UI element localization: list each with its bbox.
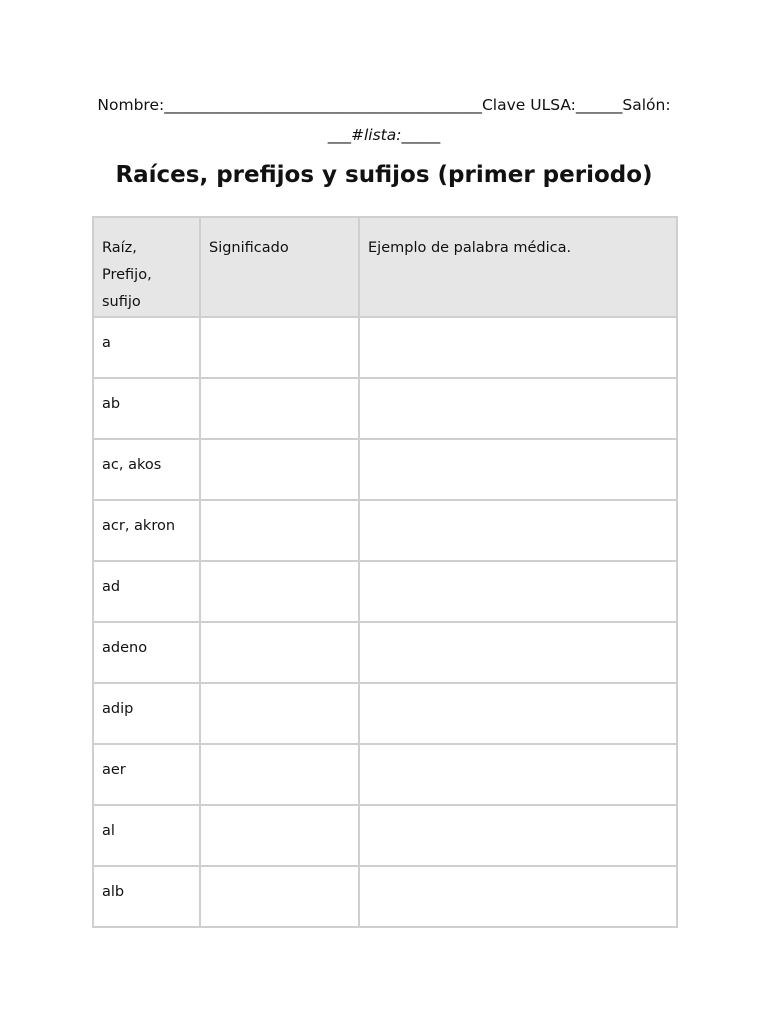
nombre-blank[interactable]: _________________________________________ <box>164 96 482 114</box>
example-cell[interactable] <box>359 561 677 622</box>
example-cell[interactable] <box>359 622 677 683</box>
term-cell: alb <box>93 866 200 927</box>
meaning-cell[interactable] <box>200 622 359 683</box>
example-cell[interactable] <box>359 439 677 500</box>
page-title: Raíces, prefijos y sufijos (primer periodo) <box>115 162 653 188</box>
meaning-cell[interactable] <box>200 561 359 622</box>
meaning-cell[interactable] <box>200 500 359 561</box>
term-cell: al <box>93 805 200 866</box>
example-cell[interactable] <box>359 866 677 927</box>
example-cell[interactable] <box>359 683 677 744</box>
meaning-cell[interactable] <box>200 866 359 927</box>
table-row <box>93 866 677 927</box>
table-row <box>93 561 677 622</box>
table-row <box>93 805 677 866</box>
meaning-cell[interactable] <box>200 744 359 805</box>
clave-ulsa-blank[interactable]: ______ <box>575 96 623 114</box>
example-cell[interactable] <box>359 805 677 866</box>
student-info-line <box>0 96 768 114</box>
vocabulary-table <box>92 216 678 928</box>
table-row <box>93 378 677 439</box>
term-cell: ad <box>93 561 200 622</box>
salon-label: Salón: <box>622 96 671 114</box>
term-cell: acr, akron <box>93 500 200 561</box>
example-cell[interactable] <box>359 317 677 378</box>
column-header-meaning: Significado <box>200 217 359 317</box>
term-cell: adeno <box>93 622 200 683</box>
salon-blank[interactable]: ___ <box>327 126 351 144</box>
table-row <box>93 317 677 378</box>
term-cell: ab <box>93 378 200 439</box>
column-header-term: Raíz, Prefijo, sufijo <box>93 217 200 317</box>
term-cell: adip <box>93 683 200 744</box>
lista-label: #lista: <box>351 126 402 144</box>
meaning-cell[interactable] <box>200 317 359 378</box>
meaning-cell[interactable] <box>200 378 359 439</box>
term-cell: a <box>93 317 200 378</box>
table-row <box>93 622 677 683</box>
term-cell: aer <box>93 744 200 805</box>
table-row <box>93 744 677 805</box>
meaning-cell[interactable] <box>200 683 359 744</box>
column-header-example: Ejemplo de palabra médica. <box>359 217 677 317</box>
table-row <box>93 683 677 744</box>
example-cell[interactable] <box>359 378 677 439</box>
meaning-cell[interactable] <box>200 805 359 866</box>
table-row <box>93 439 677 500</box>
example-cell[interactable] <box>359 744 677 805</box>
lista-blank[interactable]: _____ <box>401 126 441 144</box>
nombre-label: Nombre: <box>97 96 165 114</box>
table-row <box>93 500 677 561</box>
example-cell[interactable] <box>359 500 677 561</box>
clave-ulsa-label: Clave ULSA: <box>481 96 576 114</box>
meaning-cell[interactable] <box>200 439 359 500</box>
table-header-row <box>93 217 677 317</box>
student-info-line-2 <box>0 126 768 144</box>
term-cell: ac, akos <box>93 439 200 500</box>
